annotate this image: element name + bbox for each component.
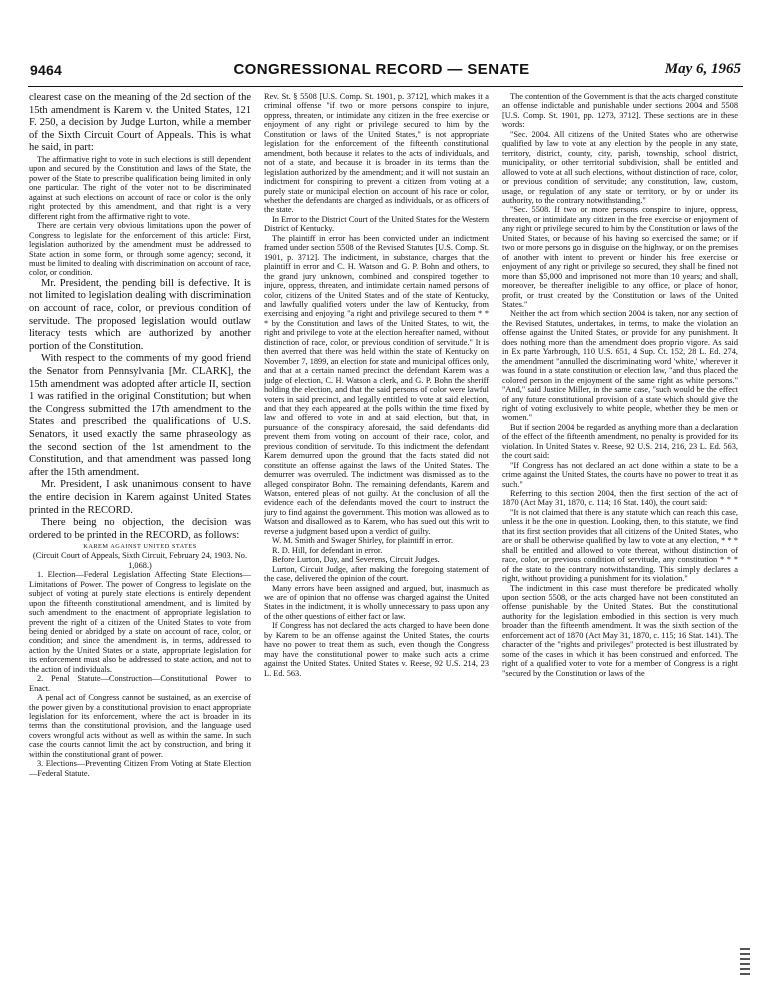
quoted-paragraph: "If Congress has not declared an act done within a state to be a crime against the United States, the courts have no power to treat it as such." bbox=[502, 460, 738, 489]
quoted-paragraph: The plaintiff in error has been convicted under an indictment framed under section 5508 of the Revised Statutes [U.S. Comp. St. 1901, p. 3712]. The indictment, in substance, charges that the plaintiff in error and C. H. Watson and G. P. Bohn and others, to the grand jury unknown, combined and conspired together to injure, oppress, threaten, and intimidate certain named persons of color, citizens of the United States and of the state of Kentucky, and lawfully qualified voters under the law of Kentucky, from exercising and enjoying "a right and privilege secured to them * * * by the Constitution and laws of the United States, to wit, the right and privilege to vote at the election hereafter named, without distinction of race, color, or previous condition of servitude." It is then averred that there was held within the state of Kentucky on November 7, 1899, an election for state and municipal offices only, and that at a certain named precinct the defendant Karem was a judge of election, C. H. Watson a clerk, and G. P. Bohn the sheriff holding the election, and that the said persons of color were lawful voters in said precinct, and legally entitled to vote at said election, and that they each appeared at the polls within the time fixed by law and offered to vote in and at said election, but that, in pursuance of the conspiracy aforesaid, the said defendants did prevent them from voting on account of their race, color, and previous condition of servitude. To this indictment the defendant Karem demurred upon the ground that the facts stated did not constitute an offense against the laws of the United States. The demurrer was overruled. The indictment was dismissed as to the alleged conspirator Bohn. The remaining defendants, Karem and Watson, entered pleas of not guilty. At the conclusion of all the evidence each of the defendants moved the court to instruct the jury to find against the government. This motion was allowed as to Watson and disallowed as to Karem, who has sued out this writ to reverse a judgment based upon a verdict of guilty. bbox=[264, 233, 489, 536]
paragraph: clearest case on the meaning of the 2d section of the 15th amendment is Karem v. the United States, 121 F. 250, a decision by Judge Lurton, while a member of the Sixth Circuit Court of Appeals. This is what he said, in part: bbox=[29, 92, 251, 154]
paragraph: Mr. President, I ask unanimous consent to have the entire decision in Karem against United States printed in the RECORD. bbox=[29, 479, 251, 516]
quoted-paragraph: If Congress has not declared the acts charged to have been done by Karem to be an offense against the United States, the courts have no power to treat them as such, even though the Congress may have the constitutional power to make such acts a crime against the United States. United States v. Reese, 92 U.S. 214, 23 L. Ed. 563. bbox=[264, 621, 489, 678]
quoted-paragraph: "Sec. 2004. All citizens of the United States who are otherwise qualified by law to vote at any election by the people in any state, territory, district, county, city, parish, township, school district, municipality, or other territorial subdivision, shall be entitled and allowed to vote at all such elections, without distinction of race, color, or previous condition of servitude; any constitution, law, custom, usage, or regulation of any state or territory, or by or under its authority, to the contrary notwithstanding." bbox=[502, 129, 738, 205]
headnote: A penal act of Congress cannot be sustained, as an exercise of the power given by a constitutional provision to enact appropriate legislation for its enforcement, where the act is broader in its terms than the constitutional provision, and the language used covers wrongful acts without as well as within the same. In such case the courts cannot limit the act by construction, and bring it within the constitutional grant of power. bbox=[29, 693, 251, 759]
headnote: 1. Election—Federal Legislation Affecting State Elections—Limitations of Power. The power of Congress to legislate on the subject of voting at purely state elections is entirely dependent upon the fifteenth constitutional amendment, and is limited by such amendment to the enactment of appropriate legislation to prevent the right of a citizen of the United States to vote from being denied or abridged by a state on account of race, color, or condition; and since the amendment is, in terms, addressed to action by the United States or a state, appropriate legislation for its enforcement must also be addressed to state action, and not to the action of individuals. bbox=[29, 570, 251, 674]
publication-title: CONGRESSIONAL RECORD — SENATE bbox=[233, 61, 530, 78]
quoted-paragraph: Lurton, Circuit Judge, after making the foregoing statement of the case, delivered the opinion of the court. bbox=[264, 564, 489, 584]
quoted-paragraph: But if section 2004 be regarded as anything more than a declaration of the effect of the fifteenth amendment, no penalty is provided for its violation. In United States v. Reese, 92 U.S. 214, 216, 23 L. Ed. 563, the court said: bbox=[502, 422, 738, 461]
text-column-left bbox=[29, 92, 251, 985]
quoted-paragraph: There are certain very obvious limitations upon the power of Congress to legislate for the enforcement of this article: First, legislation authorized by the amendment must be addressed to State action in some form, or through some agency; second, it must be limited to dealing with discrimination on account of race, color, or condition. bbox=[29, 221, 251, 278]
quoted-paragraph: Many errors have been assigned and argued, but, inasmuch as we are of opinion that no offense was charged against the United States in the indictment, it is wholly unnecessary to pass upon any of the other questions of either fact or law. bbox=[264, 583, 489, 621]
headnote: 2. Penal Statute—Construction—Constitutional Power to Enact. bbox=[29, 674, 251, 693]
issue-date: May 6, 1965 bbox=[664, 61, 741, 77]
paragraph: With respect to the comments of my good friend the Senator from Pennsylvania [Mr. CLARK], the 15th amendment was adopted after article II, section 1 was ratified in the original Constitution; but when the Congress submitted the 17th amendment to the States and prescribed the qualifications of U.S. Senators, it used exactly the same phraseology as the second section of the 1st amendment to the Constitution, and that amendment was passed long after the 15th amendment. bbox=[29, 353, 251, 478]
quoted-paragraph: Referring to this section 2004, then the first section of the act of 1870 (Act May 31, 1870, c. 114; 16 Stat. 140), the court said: bbox=[502, 489, 738, 508]
text-column-right bbox=[502, 92, 738, 985]
paragraph: Mr. President, the pending bill is defective. It is not limited to legislation dealing with discrimination on account of race, color, or previous condition of servitude. The proposed legislation would outlaw literacy tests which are authorized by another portion of the Constitution. bbox=[29, 277, 251, 352]
text-column-middle bbox=[264, 92, 489, 985]
decision-caption: KAREM AGAINST UNITED STATES bbox=[83, 543, 197, 551]
quoted-paragraph: The indictment in this case must therefore be predicated wholly upon section 5508, or the acts charged have not been constituted an offense punishable by the United States. But the constitutional authority for the legislation embodied in this section is very much broader than the fifteenth amendment. It was the sixth section of the enforcement act of 1870 (Act May 31, 1870, c. 115; 16 Stat. 141). The character of the "rights and privileges" protected is best illustrated by some of the cases in which it has been construed and enforced. The right of a qualified voter to vote for a member of Congress is a right "secured by the Constitution or laws of the bbox=[502, 583, 738, 678]
scan-margin-mark bbox=[740, 948, 750, 978]
quoted-paragraph: Neither the act from which section 2004 is taken, nor any section of the Revised Statutes, undertakes, in terms, to make the violation an offense against the United States, or provide for any punishment. It does nothing more than the amendment does proprio vigore. As said in Ex parte Yarbrough, 110 U.S. 651, 4 Sup. Ct. 152, 28 L. Ed. 274, the amendment "annulled the discriminating word 'white,' wherever it was found in a state constitution or election law, "and thus placed the colored person in the enjoyment of the same right as white persons." "And," said Justice Miller, in the same case, "such would be the effect of any future constitutional provision of a state which should give the right of voting exclusively to white people, whether they be men or women." bbox=[502, 309, 738, 423]
headnote: 3. Elections—Preventing Citizen From Voting at State Election—Federal Statute. bbox=[29, 759, 251, 778]
header-rule bbox=[28, 86, 743, 87]
quoted-paragraph: "Sec. 5508. If two or more persons conspire to injure, oppress, threaten, or intimidate any citizen in the free exercise or enjoyment of any right or privilege secured to him by the Constitution or laws of the United States, or because of his having so exercised the same; or if two or more persons go in disguise on the highway, or on the premises of another with intent to prevent or hinder his free exercise or enjoyment of any right or privilege so secured, they shall be fined not more than $5,000 and imprisoned not more than 10 years; and shall, moreover, be thereafter ineligible to any office, or place of honor, profit, or trust created by the Constitution or laws of the United States." bbox=[502, 205, 738, 309]
counsel-line: R. D. Hill, for defendant in error. bbox=[272, 545, 383, 555]
quoted-paragraph: The contention of the Government is that the acts charged constitute an offense indictable and punishable under sections 2004 and 5508 [U.S. Comp. St. 1901, pp. 1273, 3712]. These sections are in these words: bbox=[502, 92, 738, 130]
page-number: 9464 bbox=[30, 62, 62, 78]
court-citation: (Circuit Court of Appeals, Sixth Circuit, February 24, 1903. No. 1,068.) bbox=[32, 551, 248, 570]
quoted-paragraph: The affirmative right to vote in such elections is still dependent upon and secured by the Constitution and laws of the State, the power of the State to prescribe qualification being limited in only one particular. The right of the voter not to be discriminated against at such elections on account of race or color is the only right protected by this amendment, and that right is a very different right from the affirmative right to vote. bbox=[29, 154, 251, 221]
counsel-line: W. M. Smith and Swager Shirley, for plaintiff in error. bbox=[272, 536, 453, 546]
judges-line: Before Lurton, Day, and Severens, Circuit Judges. bbox=[272, 555, 440, 565]
paragraph: There being no objection, the decision was ordered to be printed in the RECORD, as follows: bbox=[29, 517, 251, 541]
page-header bbox=[0, 62, 763, 88]
quoted-paragraph: In Error to the District Court of the United States for the Western District of Kentucky. bbox=[264, 214, 489, 234]
quoted-paragraph: "It is not claimed that there is any statute which can reach this case, unless it be the one in question. Looking, then, to this statute, we find that its first section provides that all citizens of the United States, who are or shall be otherwise qualified by law to vote at any election, * * * shall be entitled and allowed to vote thereat, without distinction of race, color, or previous condition of servitude, any constitution * * * of the state to the contrary notwithstanding. This simply declares a right, without providing a punishment for its violation." bbox=[502, 507, 738, 584]
headnote: Rev. St. § 5508 [U.S. Comp. St. 1901, p. 3712], which makes it a criminal offense "if two or more persons conspire to injure, oppress, threaten, or intimidate any citizen in the free exercise or enjoyment of any right or privilege secured to him by the Constitution or laws of the United States," is not appropriate legislation for the enforcement of the fifteenth constitutional amendment, both because it relates to the acts of individuals, and not of a state, and because it is broader in its terms than the legislation authorized by the amendment; and it will not sustain an indictment for conspiring to prevent a citizen from voting at a purely state or municipal election on account of his race or color, whether the defendants are charged as individuals, or as officers of the state. bbox=[264, 92, 489, 215]
